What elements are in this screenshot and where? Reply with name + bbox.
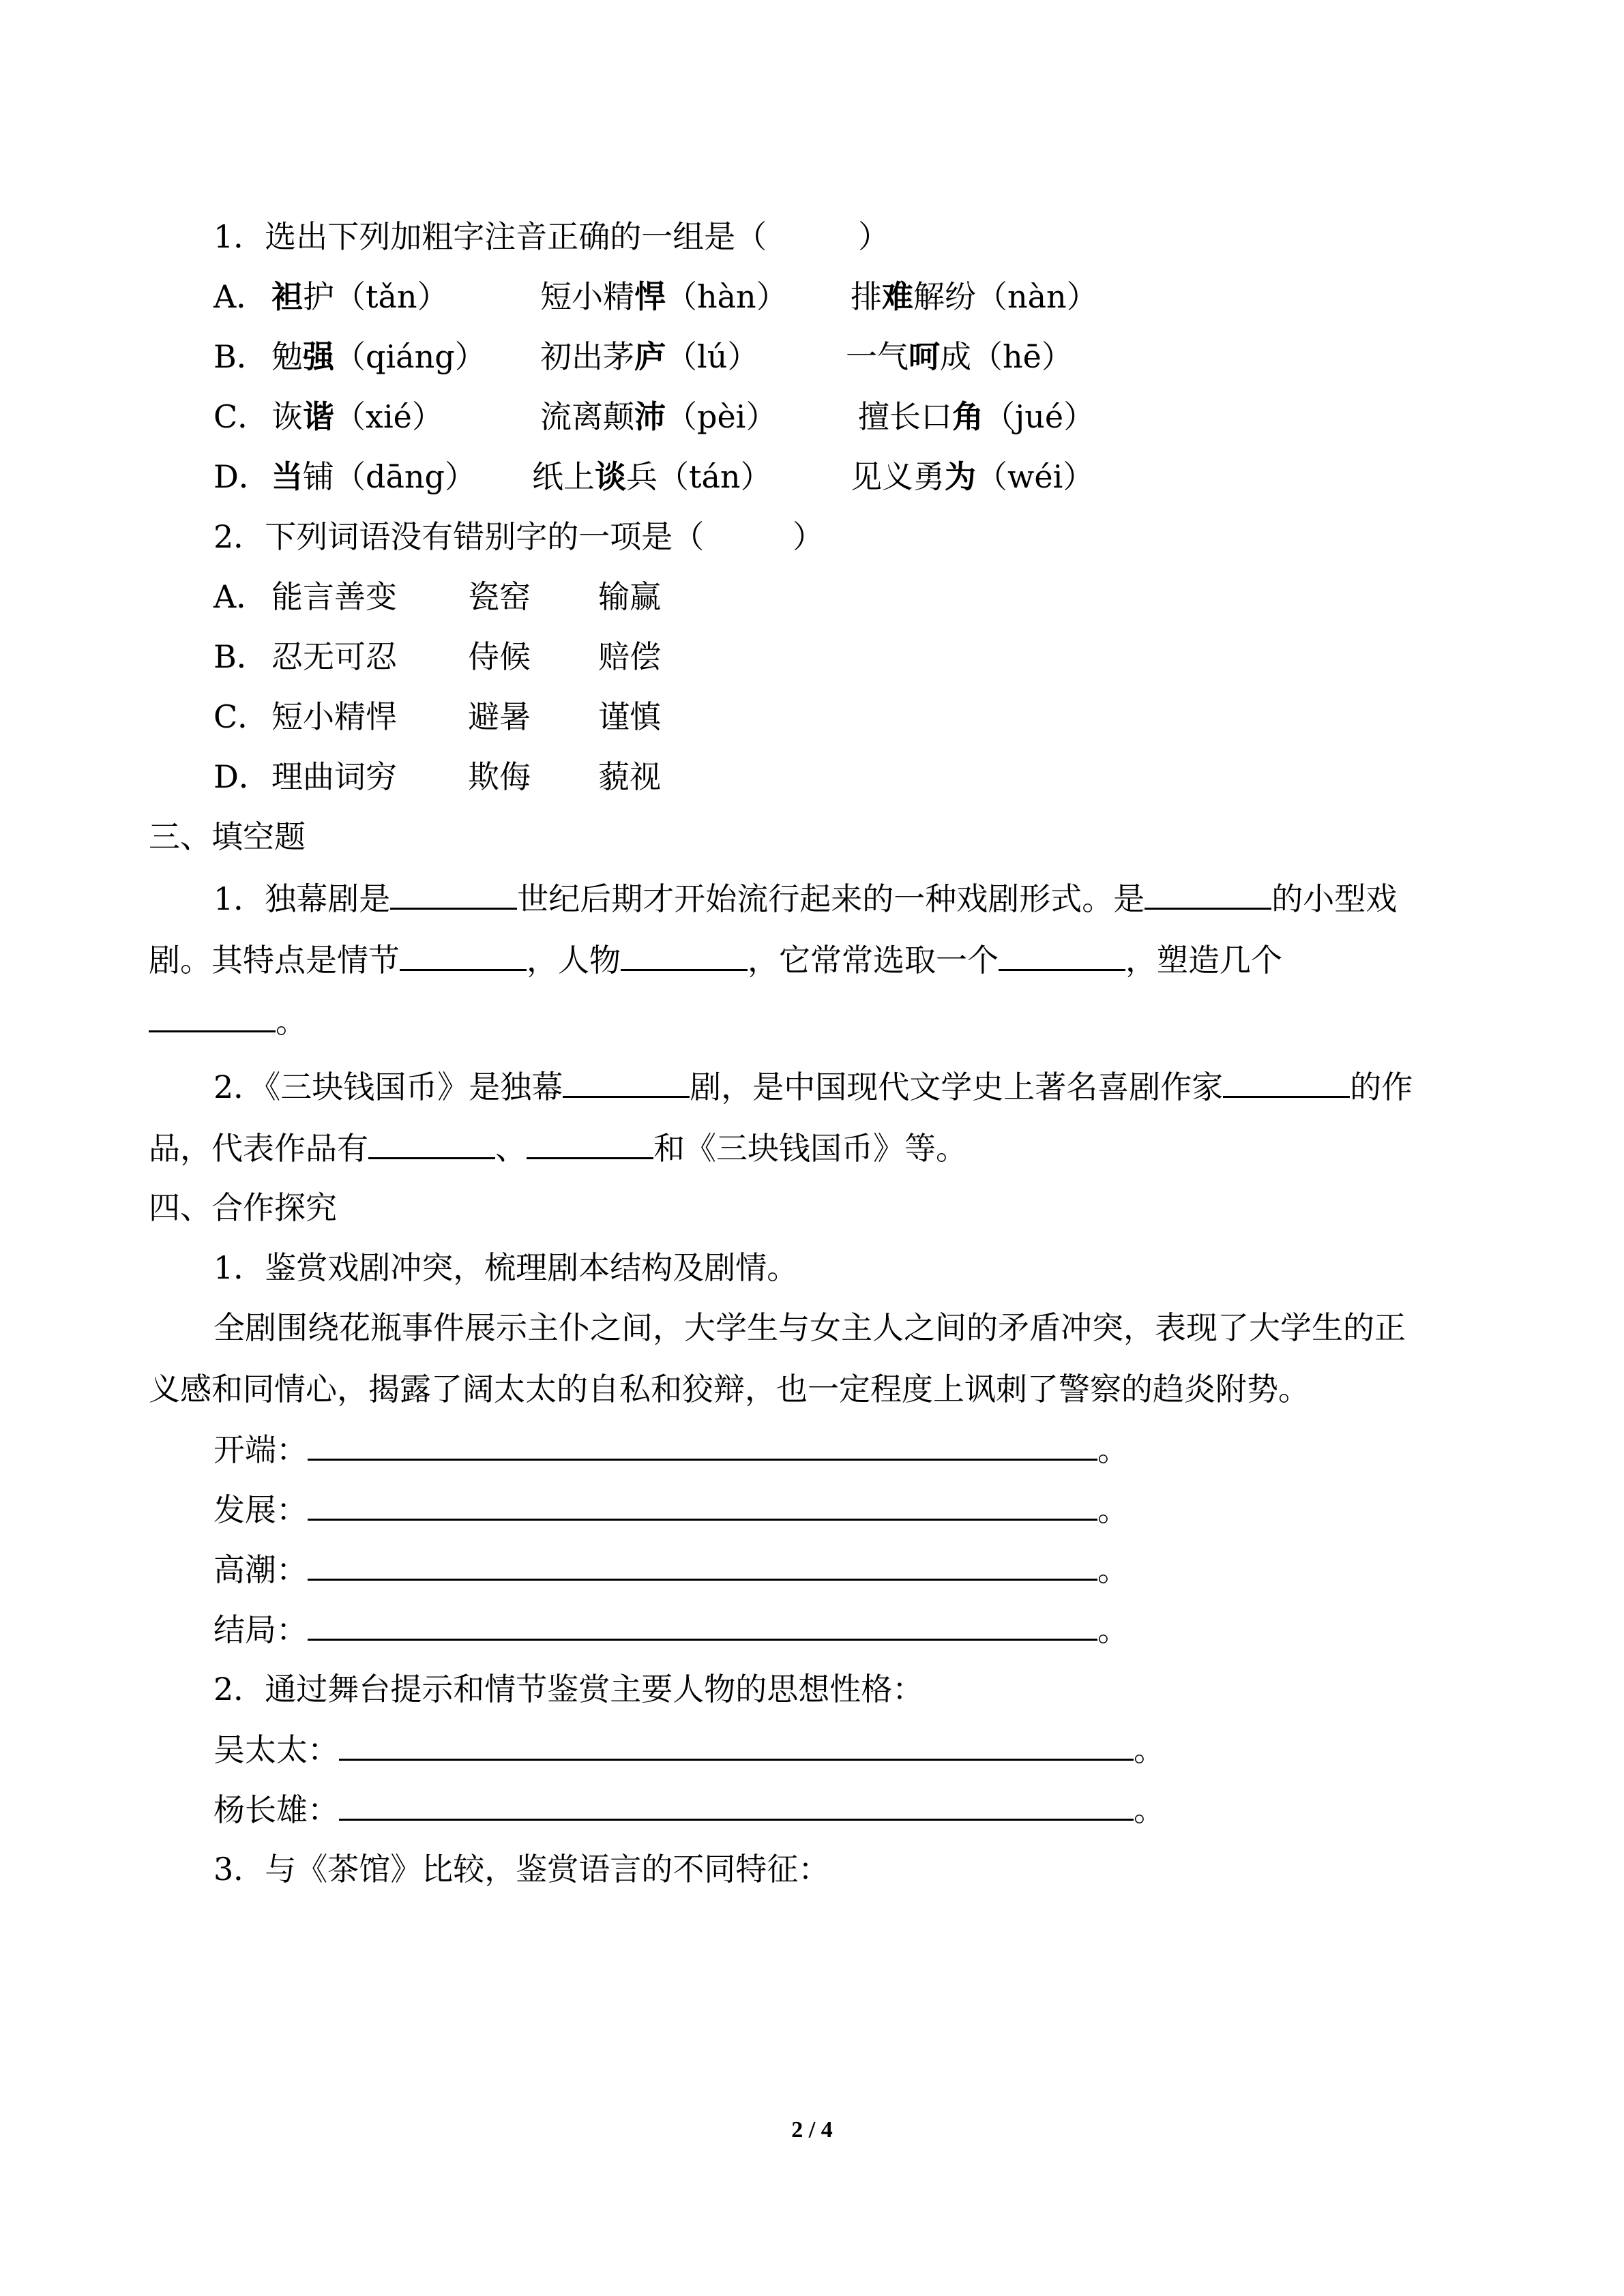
section-4-heading: [0, 1187, 1624, 1228]
answer-line[interactable]: [308, 1609, 1097, 1641]
paragraph-text: 全剧围绕花瓶事件展示主仆之间，大学生与女主人之间的矛盾冲突，表现了大学生的正: [213, 1309, 1406, 1346]
answer-line[interactable]: [308, 1429, 1097, 1461]
character-label: 杨长雄：: [213, 1791, 339, 1828]
option-word-1: 当铺（dāng）: [271, 458, 476, 495]
blank[interactable]: [149, 1000, 276, 1032]
q2-option-b: [0, 636, 1624, 677]
fill-text: 1．独幕剧是: [213, 880, 391, 917]
option-word-1: 勉强（qiáng）: [271, 338, 486, 375]
option-word-3: 一气呵成（hē）: [846, 338, 1073, 375]
blank[interactable]: [368, 1127, 495, 1159]
option-word-3: 输赢: [598, 578, 661, 615]
explore-prompt: 3．与《茶馆》比较，鉴赏语言的不同特征：: [213, 1851, 830, 1888]
plot-line-climax: [0, 1549, 1624, 1590]
option-word-2: 流离颠沛（pèi）: [540, 398, 778, 435]
fill-1-line-3: [0, 1000, 1624, 1041]
option-label: A．: [213, 278, 268, 315]
q2-stem: [0, 516, 1624, 557]
option-label: C．: [213, 698, 269, 735]
explore-prompt: 1．鉴赏戏剧冲突，梳理剧本结构及剧情。: [213, 1249, 799, 1286]
character-line-wu: [0, 1729, 1624, 1770]
fill-2-line-2: [0, 1127, 1624, 1168]
explore-prompt: 2．通过舞台提示和情节鉴赏主要人物的思想性格：: [213, 1671, 924, 1708]
option-label: B．: [213, 338, 268, 375]
blank[interactable]: [527, 1127, 653, 1159]
explore-para-line-1: [0, 1307, 1624, 1348]
fill-text: ，塑造几个: [1125, 942, 1282, 979]
line-end: 。: [1097, 1611, 1129, 1648]
option-word-2: 纸上谈兵（tán）: [532, 458, 772, 495]
fill-text: 。: [276, 1003, 307, 1040]
q1-stem-text: 1．选出下列加粗字注音正确的一组是（: [213, 218, 767, 255]
option-word-3: 排难解纷（nàn）: [851, 278, 1098, 315]
option-word-1: 短小精悍: [271, 698, 397, 735]
plot-line-ending: [0, 1609, 1624, 1650]
option-word-1: 袒护（tǎn）: [271, 278, 449, 315]
section-3-heading: [0, 816, 1624, 857]
explore-3: [0, 1849, 1624, 1890]
line-end: 。: [1097, 1491, 1129, 1528]
answer-line[interactable]: [308, 1549, 1097, 1581]
answer-line[interactable]: [339, 1789, 1134, 1821]
fill-text: 2．《三块钱国币》是独幕: [213, 1069, 563, 1105]
option-label: B．: [213, 638, 268, 675]
option-word-3: 见义勇为（wéi）: [851, 458, 1095, 495]
option-word-2: 欺侮: [468, 758, 531, 795]
q1-stem-close: ）: [858, 218, 889, 255]
option-word-3: 谨慎: [598, 698, 661, 735]
blank[interactable]: [563, 1066, 690, 1098]
q1-stem: [0, 216, 1624, 257]
option-word-2: 瓷窑: [468, 578, 531, 615]
fill-text: 品，代表作品有: [149, 1130, 368, 1167]
fill-text: 、: [495, 1130, 527, 1167]
q1-option-a: [0, 276, 1624, 317]
option-word-1: 诙谐（xié）: [271, 398, 443, 435]
fill-text: ，人物: [527, 942, 621, 979]
fill-2-line-1: [0, 1066, 1624, 1107]
q2-stem-close: ）: [793, 518, 824, 555]
answer-line[interactable]: [308, 1489, 1097, 1521]
fill-text: 和《三块钱国币》等。: [653, 1130, 967, 1167]
line-end: 。: [1134, 1731, 1165, 1768]
plot-line-development: [0, 1489, 1624, 1530]
character-label: 吴太太：: [213, 1731, 339, 1768]
option-label: D．: [213, 458, 270, 495]
option-label: C．: [213, 398, 269, 435]
q2-option-a: [0, 576, 1624, 617]
fill-text: 的小型戏: [1271, 880, 1398, 917]
fill-1-line-1: [0, 878, 1624, 919]
plot-line-opening: [0, 1429, 1624, 1470]
q2-option-c: [0, 696, 1624, 737]
line-end: 。: [1097, 1431, 1129, 1468]
q1-option-b: [0, 336, 1624, 377]
fill-1-line-2: [0, 939, 1624, 980]
fill-text: 剧。其特点是情节: [149, 942, 400, 979]
section-heading: 四、合作探究: [149, 1189, 337, 1226]
blank[interactable]: [1145, 878, 1271, 910]
explore-1: [0, 1247, 1624, 1288]
option-word-2: 短小精悍（hàn）: [540, 278, 788, 315]
option-label: D．: [213, 758, 270, 795]
option-word-1: 能言善变: [271, 578, 397, 615]
answer-line[interactable]: [339, 1729, 1134, 1761]
explore-2: [0, 1669, 1624, 1710]
fill-text: 世纪后期才开始流行起来的一种戏剧形式。是: [517, 880, 1145, 917]
option-word-2: 初出茅庐（lú）: [540, 338, 759, 375]
q1-option-d: [0, 456, 1624, 497]
fill-text: 的作: [1350, 1069, 1413, 1105]
fill-text: 剧，是中国现代文学史上著名喜剧作家: [690, 1069, 1224, 1105]
plot-label: 高潮：: [213, 1551, 308, 1588]
q2-option-d: [0, 756, 1624, 797]
option-word-1: 忍无可忍: [271, 638, 397, 675]
q1-option-c: [0, 396, 1624, 437]
option-word-2: 避暑: [468, 698, 531, 735]
paragraph-text: 义感和同情心，揭露了阔太太的自私和狡辩，也一定程度上讽刺了警察的趋炎附势。: [149, 1371, 1310, 1407]
section-heading: 三、填空题: [149, 818, 306, 855]
option-word-3: 藐视: [598, 758, 661, 795]
q2-stem-text: 2．下列词语没有错别字的一项是（: [213, 518, 705, 555]
option-word-3: 擅长口角（jué）: [858, 398, 1095, 435]
line-end: 。: [1134, 1791, 1165, 1828]
option-word-1: 理曲词穷: [271, 758, 397, 795]
option-word-2: 侍候: [468, 638, 531, 675]
plot-label: 开端：: [213, 1431, 308, 1468]
character-line-yang: [0, 1789, 1624, 1830]
page-number: 2 / 4: [791, 2117, 833, 2143]
fill-text: ，它常常选取一个: [748, 942, 999, 979]
blank[interactable]: [621, 939, 748, 971]
blank[interactable]: [1223, 1066, 1350, 1098]
blank[interactable]: [400, 939, 527, 971]
explore-para-line-2: [0, 1369, 1624, 1410]
plot-label: 结局：: [213, 1611, 308, 1648]
blank[interactable]: [999, 939, 1125, 971]
option-word-3: 赔偿: [598, 638, 661, 675]
line-end: 。: [1097, 1551, 1129, 1588]
blank[interactable]: [390, 878, 517, 910]
plot-label: 发展：: [213, 1491, 308, 1528]
option-label: A．: [213, 578, 268, 615]
